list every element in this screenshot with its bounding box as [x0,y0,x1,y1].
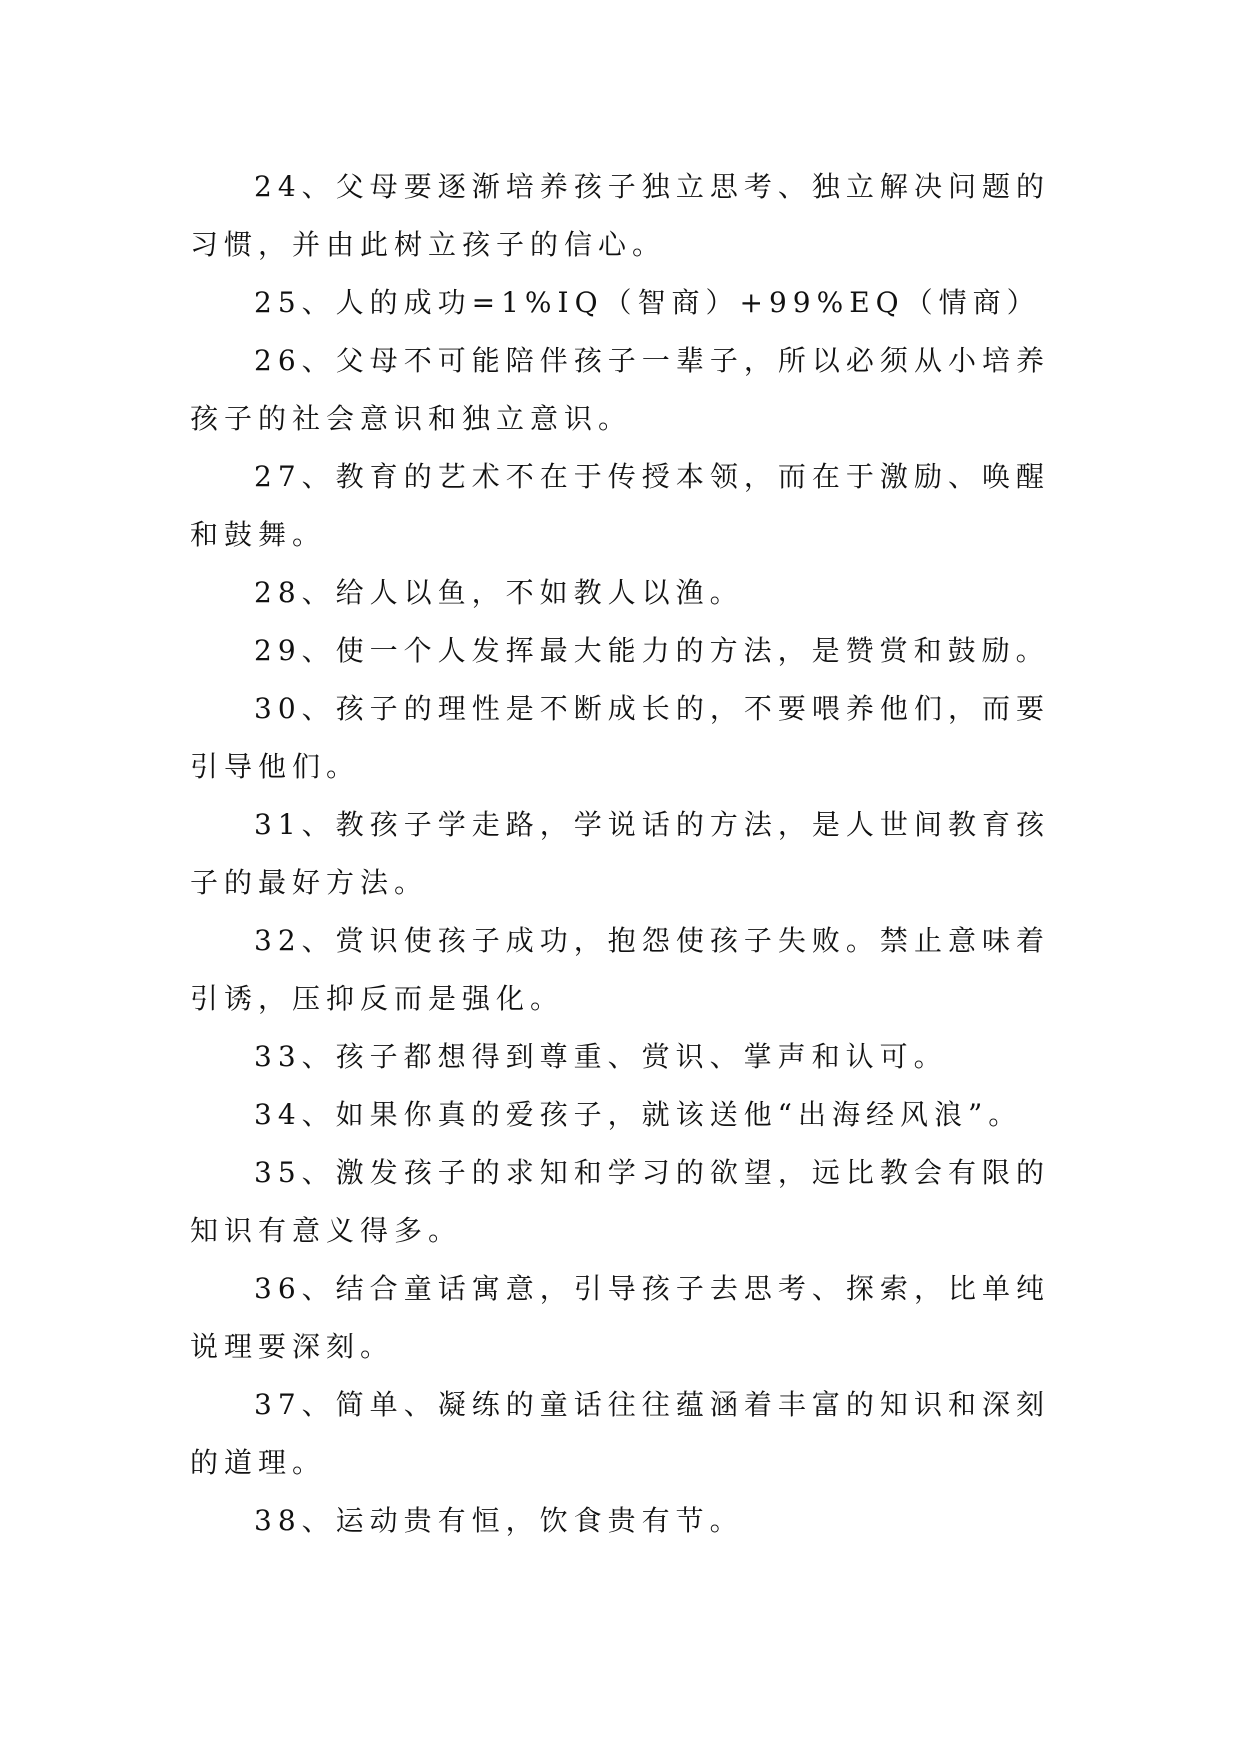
paragraph-38: 38、运动贵有恒，饮食贵有节。 [254,1504,744,1537]
paragraph-29: 29、使一个人发挥最大能力的方法，是赞赏和鼓励。 [254,634,1050,667]
paragraph-28: 28、给人以鱼，不如教人以渔。 [254,576,744,609]
paragraph-30: 30、孩子的理性是不断成长的，不要喂养他们，而要引导他们。 [190,692,1050,783]
paragraph-31: 31、教孩子学走路，学说话的方法，是人世间教育孩子的最好方法。 [190,808,1050,899]
paragraph-27: 27、教育的艺术不在于传授本领，而在于激励、唤醒和鼓舞。 [190,460,1050,551]
paragraph-26: 26、父母不可能陪伴孩子一辈子，所以必须从小培养孩子的社会意识和独立意识。 [190,344,1050,435]
paragraph-32: 32、赏识使孩子成功，抱怨使孩子失败。禁止意味着引诱，压抑反而是强化。 [190,924,1050,1015]
paragraph-33: 33、孩子都想得到尊重、赏识、掌声和认可。 [254,1040,948,1073]
paragraph-24: 24、父母要逐渐培养孩子独立思考、独立解决问题的习惯，并由此树立孩子的信心。 [190,170,1050,261]
paragraph-25: 25、人的成功=1%IQ（智商）+99%EQ（情商） [254,286,1041,319]
paragraph-36: 36、结合童话寓意，引导孩子去思考、探索，比单纯说理要深刻。 [190,1272,1050,1363]
paragraph-34: 34、如果你真的爱孩子，就该送他“出海经风浪”。 [254,1098,1023,1131]
paragraph-35: 35、激发孩子的求知和学习的欲望，远比教会有限的知识有意义得多。 [190,1156,1050,1247]
document-body [190,158,1050,1550]
paragraph-37: 37、简单、凝练的童话往往蕴涵着丰富的知识和深刻的道理。 [190,1388,1050,1479]
